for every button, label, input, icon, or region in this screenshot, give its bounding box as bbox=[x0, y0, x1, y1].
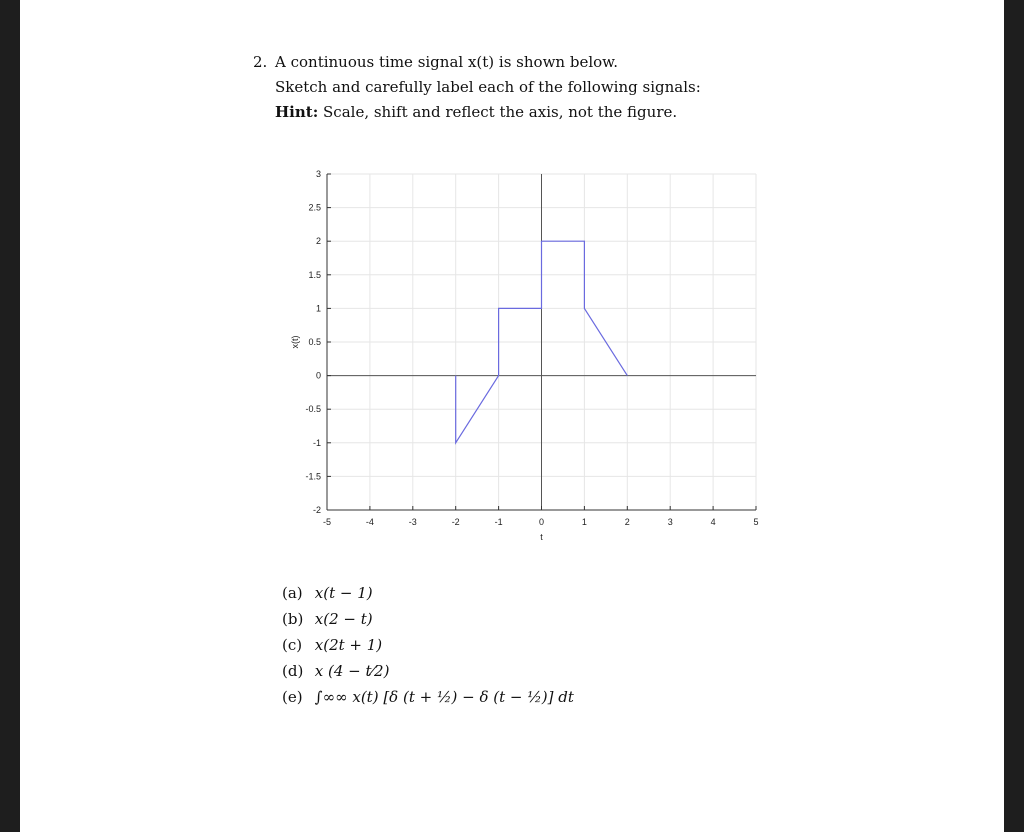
x-tick-label: 5 bbox=[753, 517, 759, 527]
subquestion-expression: x(t − 1) bbox=[314, 584, 373, 602]
subquestion-b bbox=[282, 606, 574, 632]
y-axis-label: x(t) bbox=[290, 335, 300, 349]
x-tick-label: 2 bbox=[624, 517, 630, 527]
subquestion-e bbox=[282, 684, 574, 710]
y-tick-label: 2.5 bbox=[308, 202, 321, 213]
x-tick-label: 4 bbox=[710, 517, 716, 527]
y-tick-label: 0 bbox=[315, 370, 321, 381]
document-page bbox=[20, 0, 1004, 832]
problem-number: 2. bbox=[253, 53, 268, 71]
subquestion-label: (e) bbox=[282, 688, 303, 706]
x-tick-label: 0 bbox=[538, 517, 545, 527]
hint-label: Hint: bbox=[275, 103, 319, 121]
subquestion-list bbox=[282, 580, 574, 710]
signal-plot bbox=[260, 162, 780, 557]
subquestion-label: (b) bbox=[282, 610, 304, 628]
x-tick-label: 1 bbox=[581, 517, 587, 527]
x-tick-label: 3 bbox=[667, 517, 673, 527]
subquestion-label: (a) bbox=[282, 584, 303, 602]
subquestion-expression: x(2 − t) bbox=[314, 610, 373, 628]
x-tick-label: -1 bbox=[494, 517, 503, 527]
x-axis-label: t bbox=[540, 532, 543, 542]
x-tick-label: -2 bbox=[451, 517, 460, 527]
subquestion-expression: ∫∞∞ x(t) [δ (t + ½) − δ (t − ½)] dt bbox=[314, 688, 574, 706]
x-tick-label: -3 bbox=[408, 517, 417, 527]
y-tick-label: -0.5 bbox=[305, 404, 321, 415]
subquestion-expression: x(2t + 1) bbox=[314, 636, 383, 654]
subquestion-label: (c) bbox=[282, 636, 303, 654]
y-tick-label: -2 bbox=[312, 505, 321, 515]
x-tick-label: -5 bbox=[322, 517, 332, 527]
y-tick-label: 1 bbox=[315, 303, 321, 314]
problem-hint bbox=[275, 100, 701, 125]
subquestion-expression: x (4 − t⁄2) bbox=[314, 662, 390, 680]
y-tick-label: 1.5 bbox=[308, 269, 321, 280]
subquestion-a bbox=[282, 580, 574, 606]
subquestion-label: (d) bbox=[282, 662, 304, 680]
subquestion-c bbox=[282, 632, 574, 658]
y-tick-label: 3 bbox=[315, 169, 321, 179]
y-tick-label: 0.5 bbox=[308, 337, 321, 347]
y-tick-label: -1 bbox=[312, 437, 321, 448]
problem-line-2: Sketch and carefully label each of the following signals: bbox=[275, 78, 701, 96]
x-tick-label: -4 bbox=[365, 517, 374, 527]
y-tick-label: -1.5 bbox=[305, 471, 321, 482]
subquestion-d bbox=[282, 658, 574, 684]
problem-statement bbox=[253, 50, 701, 125]
problem-line-1: A continuous time signal x(t) is shown below. bbox=[275, 53, 618, 71]
y-tick-label: 2 bbox=[315, 236, 321, 247]
hint-text: Scale, shift and reflect the axis, not the figure. bbox=[323, 103, 678, 121]
